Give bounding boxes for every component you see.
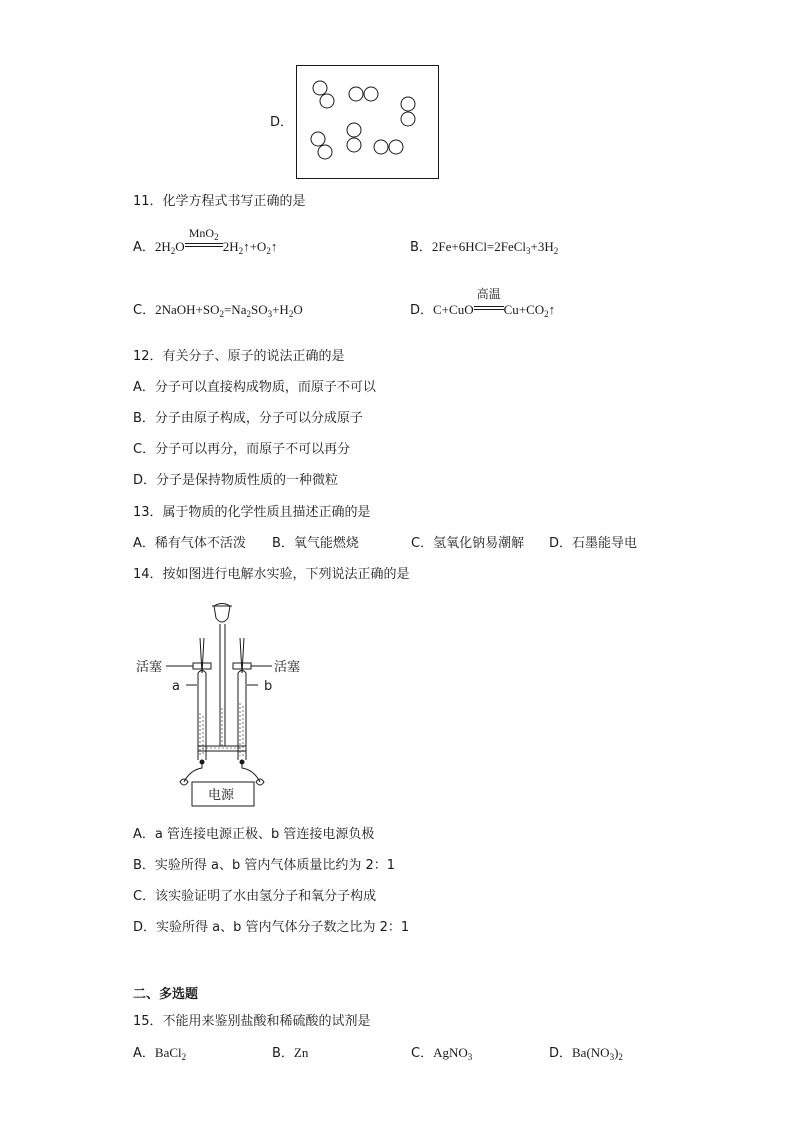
particle-atom	[364, 87, 378, 101]
particle-atom	[389, 140, 403, 154]
q10-particle-diagram	[296, 65, 440, 180]
valve-right-label: 活塞	[274, 660, 301, 675]
q15-option-b: B．Zn	[272, 1045, 309, 1061]
q12-option-a: A．分子可以直接构成物质，而原子不可以	[133, 380, 376, 395]
q13-stem: 13．属于物质的化学性质且描述正确的是	[133, 505, 371, 520]
wire-right	[242, 760, 260, 782]
electrode-left	[200, 760, 205, 765]
electrolysis-apparatus-diagram	[130, 598, 320, 810]
section-title: 二、多选题	[133, 987, 199, 1002]
double-arrow-line	[185, 243, 223, 247]
q12-option-b: B．分子由原子构成，分子可以分成原子	[133, 411, 363, 426]
q11-option-c: C．$2NaOH+SO_2=Na_2SO_3+H_2O$	[133, 302, 303, 319]
q12-stem: 12．有关分子、原子的说法正确的是	[133, 349, 345, 364]
particle-atom	[347, 123, 361, 137]
q14-option-b: B．实验所得 a、b 管内气体质量比约为 2：1	[133, 858, 396, 873]
q14-option-c: C．该实验证明了水由氢分子和氧分子构成	[133, 889, 377, 904]
q15-option-c: C．AgNO$_3$	[411, 1045, 473, 1062]
q11-option-d: D．C+CuO 高温 $Cu+CO_2↑$	[410, 287, 556, 319]
q13-option-b: B．氧气能燃烧	[272, 536, 359, 551]
q14-stem: 14．按如图进行电解水实验，下列说法正确的是	[133, 567, 410, 582]
q14-option-d: D．实验所得 a、b 管内气体分子数之比为 2：1	[133, 920, 410, 935]
particle-atom	[320, 94, 334, 108]
valve-left-label: 活塞	[136, 660, 163, 675]
wire-left	[184, 760, 202, 782]
q13-option-d: D．石墨能导电	[549, 536, 638, 551]
particle-atom	[318, 145, 332, 159]
q12-option-d: D．分子是保持物质性质的一种微粒	[133, 473, 339, 488]
particle-atom	[311, 132, 325, 146]
particle-atom	[347, 138, 361, 152]
particle-atom	[313, 81, 327, 95]
q11-stem: 11．化学方程式书写正确的是	[133, 194, 306, 209]
reaction-condition: 高温	[474, 303, 504, 316]
q13-option-a: A．稀有气体不活泼	[133, 536, 246, 551]
electrode-right	[240, 760, 245, 765]
tube-b-label: b	[264, 679, 273, 694]
particle-atom	[374, 140, 388, 154]
reaction-condition: MnO$_2$	[185, 240, 223, 253]
q15-option-d: D．$Ba(NO_3)_2$	[549, 1045, 623, 1062]
power-supply-label: 电源	[208, 788, 235, 803]
q13-option-c: C．氢氧化钠易潮解	[411, 536, 525, 551]
q11-option-b: B．$2Fe+6HCl=2FeCl_3+3H_2$	[410, 239, 559, 256]
particle-atom	[349, 87, 363, 101]
q12-option-c: C．分子可以再分，而原子不可以再分	[133, 442, 351, 457]
tube-a-label: a	[172, 679, 180, 694]
particle-atom	[401, 112, 415, 126]
q10-option-d-label: D．	[270, 115, 294, 130]
q15-stem: 15．不能用来鉴别盐酸和稀硫酸的试剂是	[133, 1014, 371, 1029]
particle-atom	[401, 97, 415, 111]
q15-option-a: A．BaCl$_2$	[133, 1045, 187, 1062]
q11-option-a: A．$2H_2O$ MnO$_2$ $2H_2↑+O_2↑$	[133, 226, 278, 256]
q14-option-a: A．a 管连接电源正极、b 管连接电源负极	[133, 827, 375, 842]
double-arrow-line	[474, 306, 504, 310]
